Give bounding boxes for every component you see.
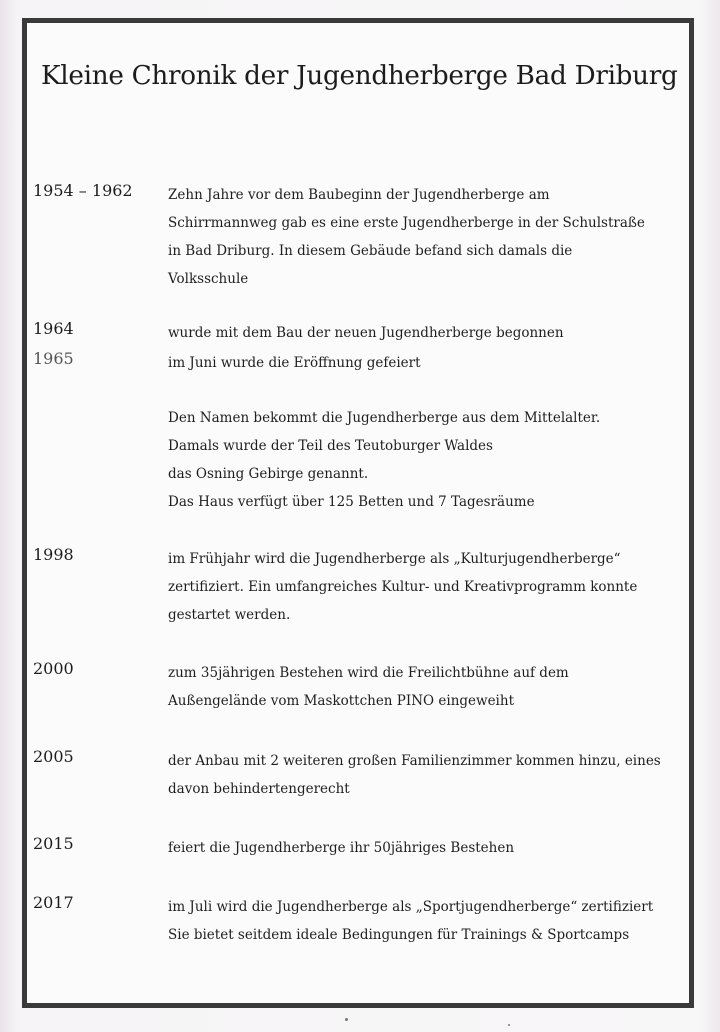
scan-speck	[345, 1018, 348, 1021]
entry-line: Das Haus verfügt über 125 Betten und 7 Tagesräume	[168, 494, 535, 510]
scan-speck	[508, 1024, 510, 1026]
entry-line: das Osning Gebirge genannt.	[168, 466, 369, 482]
entry-text	[168, 181, 688, 293]
entry-line: in Bad Driburg. In diesem Gebäude befand sich damals die	[168, 243, 573, 259]
entry-line: zum 35jährigen Bestehen wird die Freilichtbühne auf dem	[168, 665, 569, 681]
entry-text	[168, 349, 688, 377]
entry-line: Außengelände vom Maskottchen PINO eingeweiht	[168, 693, 514, 709]
entry-line: davon behindertengerecht	[168, 781, 350, 797]
entry-line: wurde mit dem Bau der neuen Jugendherberge begonnen	[168, 325, 564, 341]
entry-text	[168, 893, 688, 949]
entry-line: der Anbau mit 2 weiteren großen Familienzimmer kommen hinzu, eines	[168, 753, 661, 769]
page-title: Kleine Chronik der Jugendherberge Bad Driburg	[41, 61, 678, 91]
entry-line: zertifiziert. Ein umfangreiches Kultur- und Kreativprogramm konnte	[168, 579, 638, 595]
entry-year: 1954 – 1962	[33, 181, 133, 200]
entry-line: im Juli wird die Jugendherberge als „Sportjugendherberge“ zertifiziert	[168, 899, 654, 915]
entry-text	[168, 834, 688, 862]
entry-line: Zehn Jahre vor dem Baubeginn der Jugendherberge am	[168, 187, 550, 203]
entry-line: Sie bietet seitdem ideale Bedingungen für Trainings & Sportcamps	[168, 927, 630, 943]
entry-line: im Juni wurde die Eröffnung gefeiert	[168, 355, 421, 371]
document-frame	[22, 18, 694, 1008]
entry-line: im Frühjahr wird die Jugendherberge als „Kulturjugendherberge“	[168, 551, 621, 567]
entry-text	[168, 545, 688, 629]
entry-year: 2015	[33, 834, 74, 853]
entry-year: 2005	[33, 747, 74, 766]
entry-year: 1965	[33, 349, 74, 368]
entry-year: 1998	[33, 545, 74, 564]
entry-text	[168, 747, 688, 803]
entry-year: 2017	[33, 893, 74, 912]
entry-line: Den Namen bekommt die Jugendherberge aus dem Mittelalter.	[168, 410, 601, 426]
entry-text	[168, 319, 688, 347]
entry-text	[168, 659, 688, 715]
entry-line: Damals wurde der Teil des Teutoburger Waldes	[168, 438, 493, 454]
entry-line: feiert die Jugendherberge ihr 50jähriges Bestehen	[168, 840, 515, 856]
entry-line: Volksschule	[168, 271, 249, 287]
entry-line: gestartet werden.	[168, 607, 291, 623]
entry-year: 2000	[33, 659, 74, 678]
entry-text	[168, 404, 688, 516]
entry-line: Schirrmannweg gab es eine erste Jugendherberge in der Schulstraße	[168, 215, 645, 231]
entry-year: 1964	[33, 319, 74, 338]
